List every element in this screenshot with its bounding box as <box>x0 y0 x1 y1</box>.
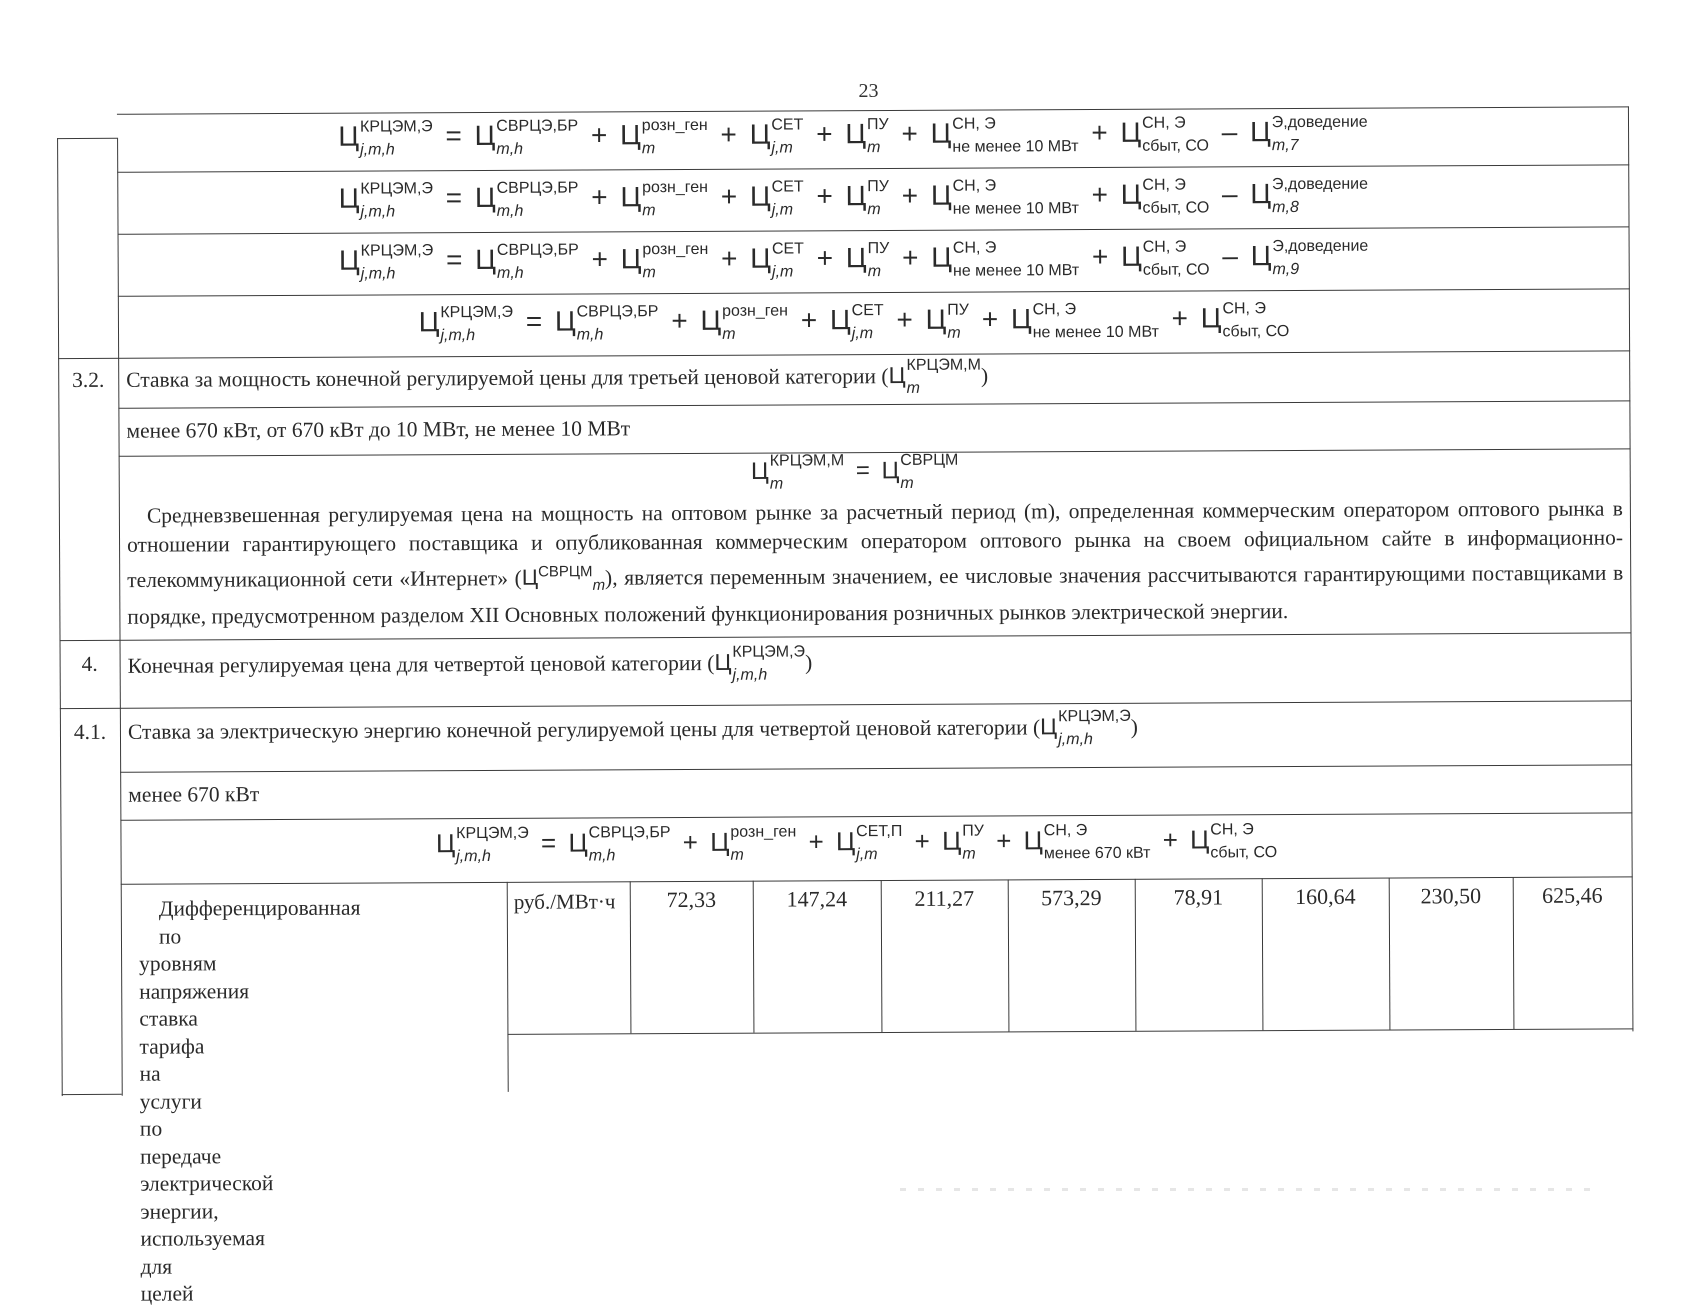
row-4-1-formula: Ц КРЦЭМ,Э j,m,h = Ц СВРЦЭ,БР m,h + Ц розн_ген m + Ц СЕТ,П j,m + Ц ПУ m + Ц СН, Э менее 670 кВт + Ц СН, Э сбыт, СО <box>435 821 1278 866</box>
row-line <box>58 350 1630 359</box>
row-line <box>118 288 1630 297</box>
row-line <box>120 764 1632 773</box>
tariff-label-line: уровням напряжения ставка <box>139 951 250 1031</box>
tariff-value: 147,24 <box>786 886 848 912</box>
row-line <box>117 164 1629 173</box>
tariff-value: 625,46 <box>1541 882 1603 908</box>
tariff-value: 230,50 <box>1420 883 1482 909</box>
table-border-left <box>57 138 63 1096</box>
row-line <box>120 812 1632 821</box>
tariff-row-bottom-line <box>507 1028 1633 1035</box>
tariff-value: 72,33 <box>666 886 717 913</box>
row-number-4-1: 4.1. <box>73 719 107 745</box>
formula-row-2: Ц КРЦЭМ,Э j,m,h = Ц СВРЦЭ,БР m,h + Ц розн_ген m + Ц СЕТ j,m + Ц ПУ m + Ц СН, Э не менее 10 МВт + Ц СН, Э сбыт, СО – Ц Э,доведение m,8 <box>338 175 1369 221</box>
tariff-label-line: используемая для целей <box>140 1226 265 1306</box>
tariff-value: 78,91 <box>1173 884 1224 910</box>
row-line <box>118 226 1630 235</box>
tariff-value: 211,27 <box>914 885 975 911</box>
tariff-col-line <box>507 882 509 1092</box>
formula-row-3: Ц КРЦЭМ,Э j,m,h = Ц СВРЦЭ,БР m,h + Ц розн_ген m + Ц СЕТ j,m + Ц ПУ m + Ц СН, Э не менее 10 МВт + Ц СН, Э сбыт, СО – Ц Э,доведение m,9 <box>338 237 1369 283</box>
tariff-label-line: электрической энергии, <box>140 1171 274 1224</box>
tariff-value: 573,29 <box>1040 884 1102 911</box>
row-number-3-2: 3.2. <box>72 367 105 393</box>
tariff-value: 160,64 <box>1294 883 1356 910</box>
row-3-2-voltage: менее 670 кВт, от 670 кВт до 10 МВт, не менее 10 МВт <box>126 416 631 443</box>
row-4-title: Конечная регулируемая цена для четвертой ценовой категории (Ц КРЦЭМ,Э j,m,h ) <box>127 643 813 684</box>
tariff-row-label <box>139 894 481 1308</box>
row-line <box>60 632 1632 641</box>
table-col-divider <box>117 138 123 1096</box>
row-4-1-voltage: менее 670 кВт <box>128 782 260 807</box>
formula-row-4: Ц КРЦЭМ,Э j,m,h = Ц СВРЦЭ,БР m,h + Ц розн_ген m + Ц СЕТ j,m + Ц ПУ m + Ц СН, Э не менее 10 МВт + Ц СН, Э сбыт, СО <box>418 299 1290 344</box>
row-3-2-formula: Ц КРЦЭМ,М m = Ц СВРЦМ m <box>750 451 959 493</box>
tariff-label-line: Дифференцированная по <box>158 895 361 949</box>
table-bottom-line <box>62 1094 122 1096</box>
tariff-label-line: тарифа на услуги по передаче <box>139 1033 222 1169</box>
page-number: 23 <box>858 80 879 102</box>
row-number-4: 4. <box>81 651 98 676</box>
row-3-2-description: Средневзвешенная регулируемая цена на мощность на оптовом рынке за расчетный период (m), определенная коммерческим оператором оптового рынка в отношении гарантирующего поставщика и опубликованная коммерческим оператором оптового рынка на своем официальном сайте в информационно-телекоммуникационной сети «Интернет» $(Ц^{СВРЦМ}_m)$, является переменным значением, ее числовые значения рассчитываются гарантирующими поставщиками в порядке, предусмотренном разделом XII Основных положений функционирования розничных рынков электрической энергии. <box>126 496 1624 629</box>
tariff-table <box>72 113 1638 1306</box>
row-4-1-title: Ставка за электрическую энергию конечной регулируемой цены для четвертой ценовой категории (Ц КРЦЭМ,Э j,m,h ) <box>127 707 1138 749</box>
scan-artifact <box>900 1188 1600 1191</box>
row-line <box>60 700 1632 709</box>
row-line <box>118 400 1630 409</box>
formula-row-1: Ц КРЦЭМ,Э j,m,h = Ц СВРЦЭ,БР m,h + Ц розн_ген m + Ц СЕТ j,m + Ц ПУ m + Ц СН, Э не менее 10 МВт + Ц СН, Э сбыт, СО – Ц Э,доведение m,7 <box>338 113 1368 159</box>
table-top-line <box>117 106 1629 115</box>
tariff-unit: руб./МВт·ч <box>513 889 616 914</box>
row-3-2-title: Ставка за мощность конечной регулируемой цены для третьей ценовой категории (Ц КРЦЭМ,М m ) <box>126 356 989 397</box>
